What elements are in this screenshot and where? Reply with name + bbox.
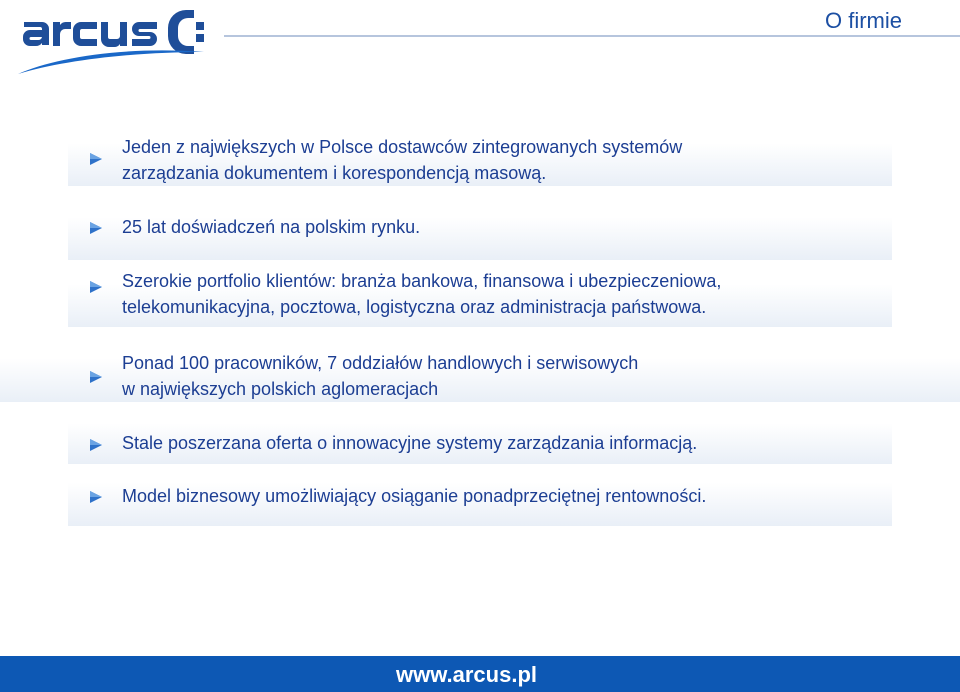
list-item-text: Ponad 100 pracowników, 7 oddziałów handlowych i serwisowych w największych polskich aglomeracjach xyxy=(122,353,639,399)
arrow-bullet-icon xyxy=(89,280,103,294)
list-item-text: 25 lat doświadczeń na polskim rynku. xyxy=(122,217,421,237)
footer-bar xyxy=(0,656,960,692)
list-item-text: Jeden z największych w Polsce dostawców zintegrowanych systemów zarządzania dokumentem i korespondencją masową. xyxy=(122,137,683,183)
arrow-bullet-icon xyxy=(89,370,103,384)
list-item-text: Stale poszerzana oferta o innowacyjne systemy zarządzania informacją. xyxy=(122,433,698,453)
slide-title: O firmie xyxy=(825,8,902,33)
website-link[interactable]: www.arcus.pl xyxy=(396,662,538,687)
arrow-bullet-icon xyxy=(89,221,103,235)
list-item-text: Model biznesowy umożliwiający osiąganie ponadprzeciętnej rentowności. xyxy=(122,486,707,506)
arrow-bullet-icon xyxy=(89,490,103,504)
list-item-text: Szerokie portfolio klientów: branża bankowa, finansowa i ubezpieczeniowa, telekomunikacyjna, pocztowa, logistyczna oraz administracja państwowa. xyxy=(122,271,722,317)
arrow-bullet-icon xyxy=(89,438,103,452)
arrow-bullet-icon xyxy=(89,152,103,166)
